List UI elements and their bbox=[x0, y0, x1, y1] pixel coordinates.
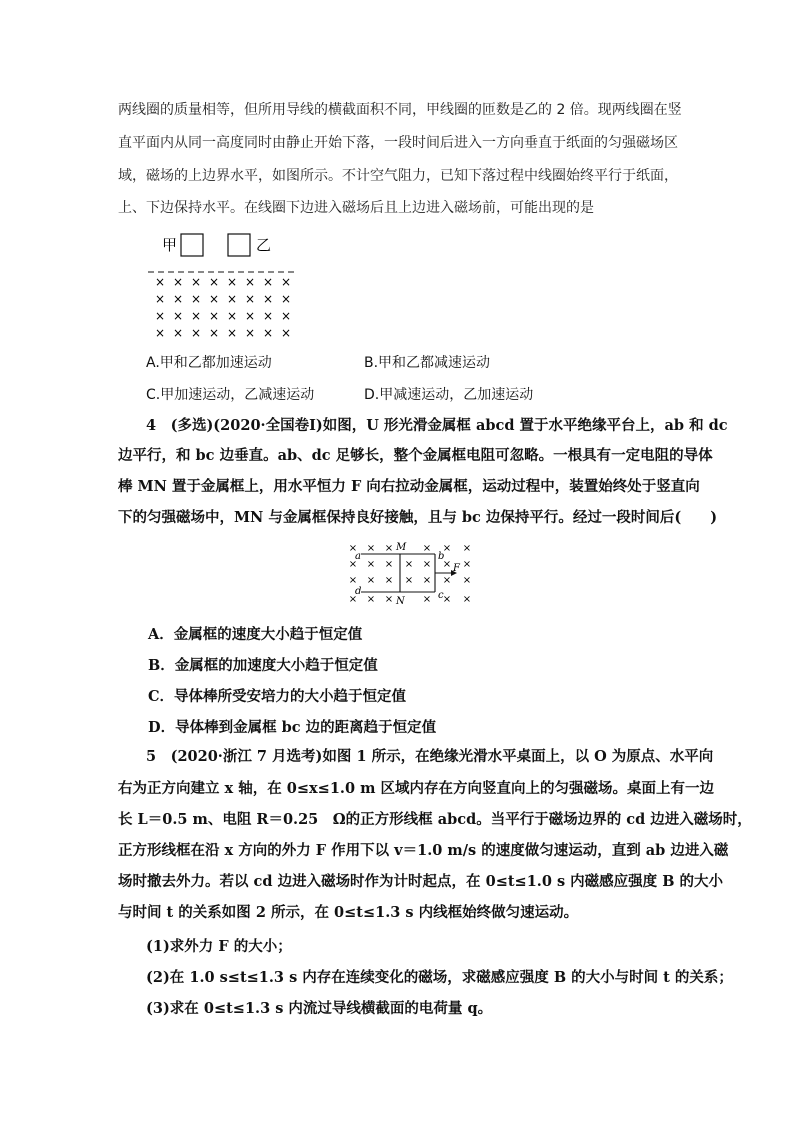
q4-option-a: A．金属框的速度大小趋于恒定值 bbox=[148, 626, 363, 643]
field-cross-mark: × bbox=[442, 559, 452, 570]
field-cross-mark: × bbox=[226, 275, 238, 289]
q5-line-5: 场时撤去外力。若以 cd 边进入磁场时作为计时起点，在 0≤t≤1.0 s 内磁感应强度 B 的大小 bbox=[118, 873, 724, 890]
field-cross-mark: × bbox=[384, 543, 394, 554]
q4-line-3: 棒 MN 置于金属框上，用水平恒力 F 向右拉动金属框，运动过程中，装置始终处于竖直向 bbox=[118, 478, 700, 495]
field-cross-mark: × bbox=[154, 309, 166, 323]
q3-option-a: A.甲和乙都加速运动 bbox=[146, 355, 272, 371]
field-cross-mark: × bbox=[262, 326, 274, 340]
field-cross-mark: × bbox=[190, 292, 202, 306]
field-cross-mark: × bbox=[208, 275, 220, 289]
field-cross-mark: × bbox=[226, 309, 238, 323]
label-c: c bbox=[438, 590, 444, 601]
label-a: a bbox=[355, 551, 361, 562]
q5-line-2: 右为正方向建立 x 轴，在 0≤x≤1.0 m 区域内存在方向竖直向上的匀强磁场。桌面上有一边 bbox=[118, 780, 714, 797]
field-cross-mark: × bbox=[226, 292, 238, 306]
field-cross-mark: × bbox=[422, 543, 432, 554]
field-cross-mark: × bbox=[280, 275, 292, 289]
coil-yi bbox=[228, 234, 250, 256]
field-cross-mark: × bbox=[208, 326, 220, 340]
field-cross-mark: × bbox=[404, 559, 414, 570]
field-cross-mark: × bbox=[190, 326, 202, 340]
field-cross-mark: × bbox=[280, 292, 292, 306]
field-cross-mark: × bbox=[348, 575, 358, 586]
field-cross-mark: × bbox=[154, 275, 166, 289]
field-cross-mark: × bbox=[226, 326, 238, 340]
q3-option-b: B.甲和乙都减速运动 bbox=[364, 355, 491, 371]
q5-line-3: 长 L＝0.5 m、电阻 R＝0.25 Ω的正方形线框 abcd。当平行于磁场边界的 cd 边进入磁场时， bbox=[118, 811, 752, 828]
field-cross-mark: × bbox=[442, 543, 452, 554]
label-yi: 乙 bbox=[256, 236, 272, 254]
q4-line-1: 4 (多选)(2020·全国卷Ⅰ)如图，U 形光滑金属框 abcd 置于水平绝缘平台上，ab 和 dc bbox=[146, 417, 728, 434]
field-cross-mark: × bbox=[366, 559, 376, 570]
coil-jia bbox=[181, 234, 203, 256]
field-cross-mark: × bbox=[172, 309, 184, 323]
field-cross-mark: × bbox=[172, 326, 184, 340]
q5-line-4: 正方形线框在沿 x 方向的外力 F 作用下以 v＝1.0 m/s 的速度做匀速运动，直到 ab 边进入磁 bbox=[118, 842, 729, 859]
field-cross-mark: × bbox=[154, 292, 166, 306]
field-cross-mark: × bbox=[422, 559, 432, 570]
label-m: M bbox=[396, 542, 407, 553]
q3-line-3: 域，磁场的上边界水平，如图所示。不计空气阻力，已知下落过程中线圈始终平行于纸面， bbox=[118, 168, 678, 184]
field-cross-mark: × bbox=[154, 326, 166, 340]
field-cross-mark: × bbox=[280, 326, 292, 340]
field-cross-mark: × bbox=[366, 594, 376, 605]
q5-sub-1: (1)求外力 F 的大小； bbox=[146, 938, 292, 955]
field-cross-mark: × bbox=[280, 309, 292, 323]
field-cross-mark: × bbox=[244, 292, 256, 306]
field-cross-mark: × bbox=[244, 309, 256, 323]
field-crosses bbox=[155, 275, 291, 340]
field-cross-mark: × bbox=[244, 275, 256, 289]
q4-option-d: D．导体棒到金属框 bc 边的距离趋于恒定值 bbox=[148, 719, 437, 736]
field-cross-mark: × bbox=[172, 292, 184, 306]
label-b: b bbox=[438, 551, 445, 562]
field-cross-mark: × bbox=[366, 543, 376, 554]
field-cross-mark: × bbox=[442, 594, 452, 605]
q5-line-6: 与时间 t 的关系如图 2 所示，在 0≤t≤1.3 s 内线框始终做匀速运动。 bbox=[118, 904, 579, 921]
field-cross-mark: × bbox=[462, 559, 472, 570]
field-cross-mark: × bbox=[208, 292, 220, 306]
q5-sub-3: (3)求在 0≤t≤1.3 s 内流过导线横截面的电荷量 q。 bbox=[146, 1000, 493, 1017]
label-jia: 甲 bbox=[162, 236, 178, 254]
q3-line-1: 两线圈的质量相等，但所用导线的横截面积不同，甲线圈的匝数是乙的 2 倍。现两线圈在竖 bbox=[118, 102, 682, 118]
field-cross-mark: × bbox=[190, 309, 202, 323]
q4-option-c: C．导体棒所受安培力的大小趋于恒定值 bbox=[148, 688, 407, 705]
q4-figure bbox=[343, 540, 478, 608]
field-cross-mark: × bbox=[442, 575, 452, 586]
label-f: F bbox=[453, 563, 460, 574]
field-cross-mark: × bbox=[384, 594, 394, 605]
field-cross-mark: × bbox=[208, 309, 220, 323]
field-cross-mark: × bbox=[422, 575, 432, 586]
q5-line-1: 5 (2020·浙江 7 月选考)如图 1 所示，在绝缘光滑水平桌面上，以 O 为原点、水平向 bbox=[146, 748, 714, 765]
field-cross-mark: × bbox=[462, 543, 472, 554]
field-cross-mark: × bbox=[262, 309, 274, 323]
field-cross-mark: × bbox=[348, 559, 358, 570]
field-cross-mark: × bbox=[262, 275, 274, 289]
q3-line-2: 直平面内从同一高度同时由静止开始下落，一段时间后进入一方向垂直于纸面的匀强磁场区 bbox=[118, 135, 678, 151]
field-cross-mark: × bbox=[244, 326, 256, 340]
field-cross-mark: × bbox=[348, 543, 358, 554]
label-n: N bbox=[396, 596, 405, 607]
q5-sub-2: (2)在 1.0 s≤t≤1.3 s 内存在连续变化的磁场，求磁感应强度 B 的大小与时间 t 的关系； bbox=[146, 969, 733, 986]
field-cross-mark: × bbox=[348, 594, 358, 605]
label-d: d bbox=[355, 586, 362, 597]
field-cross-mark: × bbox=[262, 292, 274, 306]
q3-option-c: C.甲加速运动，乙减速运动 bbox=[146, 387, 315, 403]
field-cross-mark: × bbox=[172, 275, 184, 289]
q3-figure bbox=[140, 228, 310, 343]
field-cross-mark: × bbox=[422, 594, 432, 605]
field-cross-mark: × bbox=[462, 594, 472, 605]
field-cross-mark: × bbox=[190, 275, 202, 289]
field-cross-mark: × bbox=[384, 559, 394, 570]
q4-line-4: 下的匀强磁场中，MN 与金属框保持良好接触，且与 bc 边保持平行。经过一段时间后( ) bbox=[118, 509, 718, 526]
q4-option-b: B．金属框的加速度大小趋于恒定值 bbox=[148, 657, 378, 674]
q4-line-2: 边平行，和 bc 边垂直。ab、dc 足够长，整个金属框电阻可忽略。一根具有一定电阻的导体 bbox=[118, 447, 713, 464]
q3-line-4: 上、下边保持水平。在线圈下边进入磁场后且上边进入磁场前，可能出现的是 bbox=[118, 200, 594, 216]
field-cross-mark: × bbox=[462, 575, 472, 586]
q3-option-d: D.甲减速运动，乙加速运动 bbox=[364, 387, 534, 403]
field-cross-mark: × bbox=[366, 575, 376, 586]
field-cross-mark: × bbox=[384, 575, 394, 586]
field-cross-mark: × bbox=[404, 575, 414, 586]
